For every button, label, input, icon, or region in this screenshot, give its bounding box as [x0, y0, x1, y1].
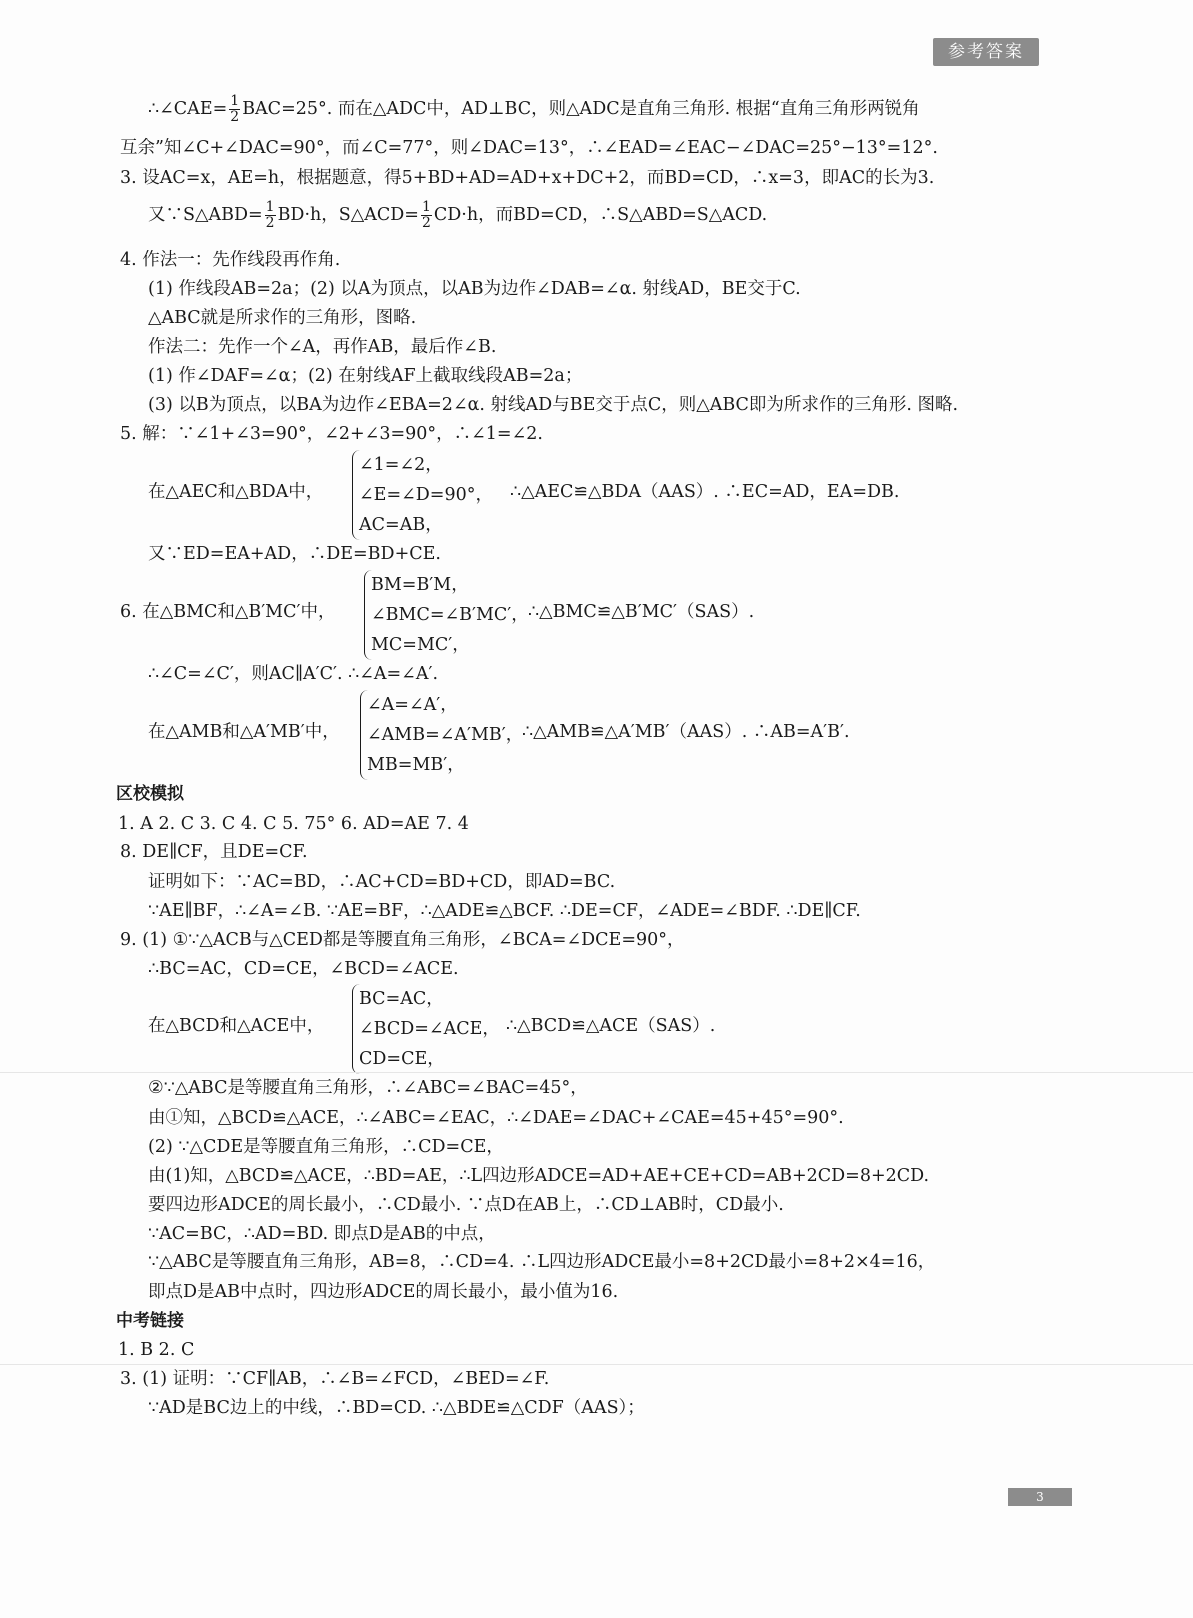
- line-18: 9. (1) ①∵△ACB与△CED都是等腰直角三角形，∠BCA=∠DCE=90°，: [120, 930, 685, 950]
- line-17: ∵AE∥BF，∴∠A=∠B. ∵AE=BF，∴△ADE≌△BCF. ∴DE=CF，∠ADE=∠BDF. ∴DE∥CF.: [148, 901, 861, 921]
- system-2-row: MC=MC′，: [371, 635, 470, 655]
- line-26: ∵△ABC是等腰直角三角形，AB=8，∴CD=4. ∴L四边形ADCE最小=8+2CD最小=8+2×4=16，: [148, 1252, 936, 1272]
- line-7: △ABC就是所求作的三角形，图略.: [148, 308, 417, 328]
- system-4-label: 在△BCD和△ACE中，: [148, 1016, 325, 1036]
- line-23: 由(1)知，△BCD≌△ACE，∴BD=AE，∴L四边形ADCE=AD+AE+CE+CD=AB+2CD=8+2CD.: [148, 1166, 930, 1186]
- system-1-row: AC=AB，: [359, 515, 443, 535]
- system-3-row: MB=MB′，: [367, 755, 465, 775]
- line-15: 8. DE∥CF，且DE=CF.: [120, 842, 308, 862]
- system-3-row: ∠AMB=∠A′MB′，: [367, 725, 524, 745]
- system-1-brace: [352, 450, 493, 540]
- fraction-half: $\frac{1}{2}$: [265, 199, 275, 231]
- system-4-brace: [352, 984, 500, 1074]
- line-19: ∴BC=AC，CD=CE，∠BCD=∠ACE.: [148, 959, 459, 979]
- system-2-label: 6. 在△BMC和△B′MC′中，: [120, 602, 336, 622]
- line-9: (1) 作∠DAF=∠α；(2) 在射线AF上截取线段AB=2a；: [148, 366, 583, 386]
- system-1-label: 在△AEC和△BDA中，: [148, 482, 324, 502]
- system-4-row: CD=CE，: [359, 1049, 445, 1069]
- system-1-conclusion: ∴△AEC≌△BDA（AAS）. ∴EC=AD，EA=DB.: [510, 482, 900, 502]
- system-3-conclusion: ∴△AMB≌△A′MB′（AAS）. ∴AB=A′B′.: [522, 722, 850, 742]
- system-1-row: ∠1=∠2，: [359, 455, 443, 475]
- system-3-row: ∠A=∠A′，: [367, 695, 458, 715]
- system-2-row: BM=B′M，: [371, 575, 469, 595]
- line-14: 1. A 2. C 3. C 4. C 5. 75° 6. AD=AE 7. 4: [118, 814, 469, 834]
- scan-fold-line: [0, 1072, 1193, 1073]
- line-1: ∴∠CAE= $\frac{1}{2}$ BAC=25°. 而在△ADC中，AD⊥BC，则△ADC是直角三角形. 根据“直角三角形两锐角: [148, 93, 920, 125]
- line-10: (3) 以B为顶点，以BA为边作∠EBA=2∠α. 射线AD与BE交于点C，则△ABC即为所求作的三角形. 图略.: [148, 395, 959, 415]
- fraction-half: $\frac{1}{2}$: [421, 199, 431, 231]
- line-11: 5. 解：∵∠1+∠3=90°，∠2+∠3=90°，∴∠1=∠2.: [120, 424, 543, 444]
- system-4-row: BC=AC，: [359, 989, 444, 1009]
- line-16: 证明如下：∵AC=BD，∴AC+CD=BD+CD，即AD=BC.: [148, 872, 616, 892]
- line-21: 由①知，△BCD≌△ACE，∴∠ABC=∠EAC，∴∠DAE=∠DAC+∠CAE=45+45°=90°.: [148, 1108, 844, 1128]
- system-1-row: ∠E=∠D=90°，: [359, 485, 493, 505]
- page-number-tab: 3: [1008, 1488, 1072, 1506]
- system-2-brace: [364, 570, 529, 660]
- system-2-conclusion: ∴△BMC≌△B′MC′（SAS）.: [528, 602, 755, 622]
- system-4-row: ∠BCD=∠ACE，: [359, 1019, 500, 1039]
- section-heading-district: 区校模拟: [116, 784, 184, 804]
- line-29: 3. (1) 证明：∵CF∥AB，∴∠B=∠FCD，∠BED=∠F.: [120, 1369, 550, 1389]
- line-13: ∴∠C=∠C′，则AC∥A′C′. ∴∠A=∠A′.: [148, 664, 439, 684]
- line-20: ②∵△ABC是等腰直角三角形，∴∠ABC=∠BAC=45°，: [148, 1078, 588, 1098]
- line-6: (1) 作线段AB=2a；(2) 以A为顶点，以AB为边作∠DAB=∠α. 射线AD，BE交于C.: [148, 279, 801, 299]
- line-27: 即点D是AB中点时，四边形ADCE的周长最小，最小值为16.: [148, 1282, 619, 1302]
- section-heading-zhongkao: 中考链接: [116, 1311, 184, 1331]
- line-2: 互余”知∠C+∠DAC=90°，而∠C=77°，则∠DAC=13°，∴∠EAD=∠EAC−∠DAC=25°−13°=12°.: [120, 138, 938, 158]
- line-24: 要四边形ADCE的周长最小，∴CD最小. ∵点D在AB上，∴CD⊥AB时，CD最小.: [148, 1195, 784, 1215]
- fraction-half: $\frac{1}{2}$: [230, 93, 240, 125]
- system-4-conclusion: ∴△BCD≌△ACE（SAS）.: [506, 1016, 716, 1036]
- line-5: 4. 作法一：先作线段再作角.: [120, 250, 341, 270]
- line-12: 又∵ED=EA+AD，∴DE=BD+CE.: [148, 544, 441, 564]
- section-header-tab: 参考答案: [933, 38, 1039, 66]
- line-22: (2) ∵△CDE是等腰直角三角形，∴CD=CE，: [148, 1137, 504, 1157]
- system-3-brace: [360, 690, 523, 780]
- system-2-row: ∠BMC=∠B′MC′，: [371, 605, 529, 625]
- line-3: 3. 设AC=x，AE=h，根据题意，得5+BD+AD=AD+x+DC+2，而BD=CD，∴x=3，即AC的长为3.: [120, 168, 935, 188]
- line-8: 作法二：先作一个∠A，再作AB，最后作∠B.: [148, 337, 497, 357]
- scan-fold-line: [0, 1364, 1193, 1365]
- line-25: ∵AC=BC，∴AD=BD. 即点D是AB的中点，: [148, 1224, 496, 1244]
- line-30: ∵AD是BC边上的中线，∴BD=CD. ∴△BDE≌△CDF（AAS）；: [148, 1398, 645, 1418]
- line-28: 1. B 2. C: [118, 1340, 195, 1360]
- system-3-label: 在△AMB和△A′MB′中，: [148, 722, 340, 742]
- line-4: 又∵S△ABD= $\frac{1}{2}$ BD·h，S△ACD= $\frac{1}{2}$ CD·h，而BD=CD，∴S△ABD=S△ACD.: [148, 199, 768, 231]
